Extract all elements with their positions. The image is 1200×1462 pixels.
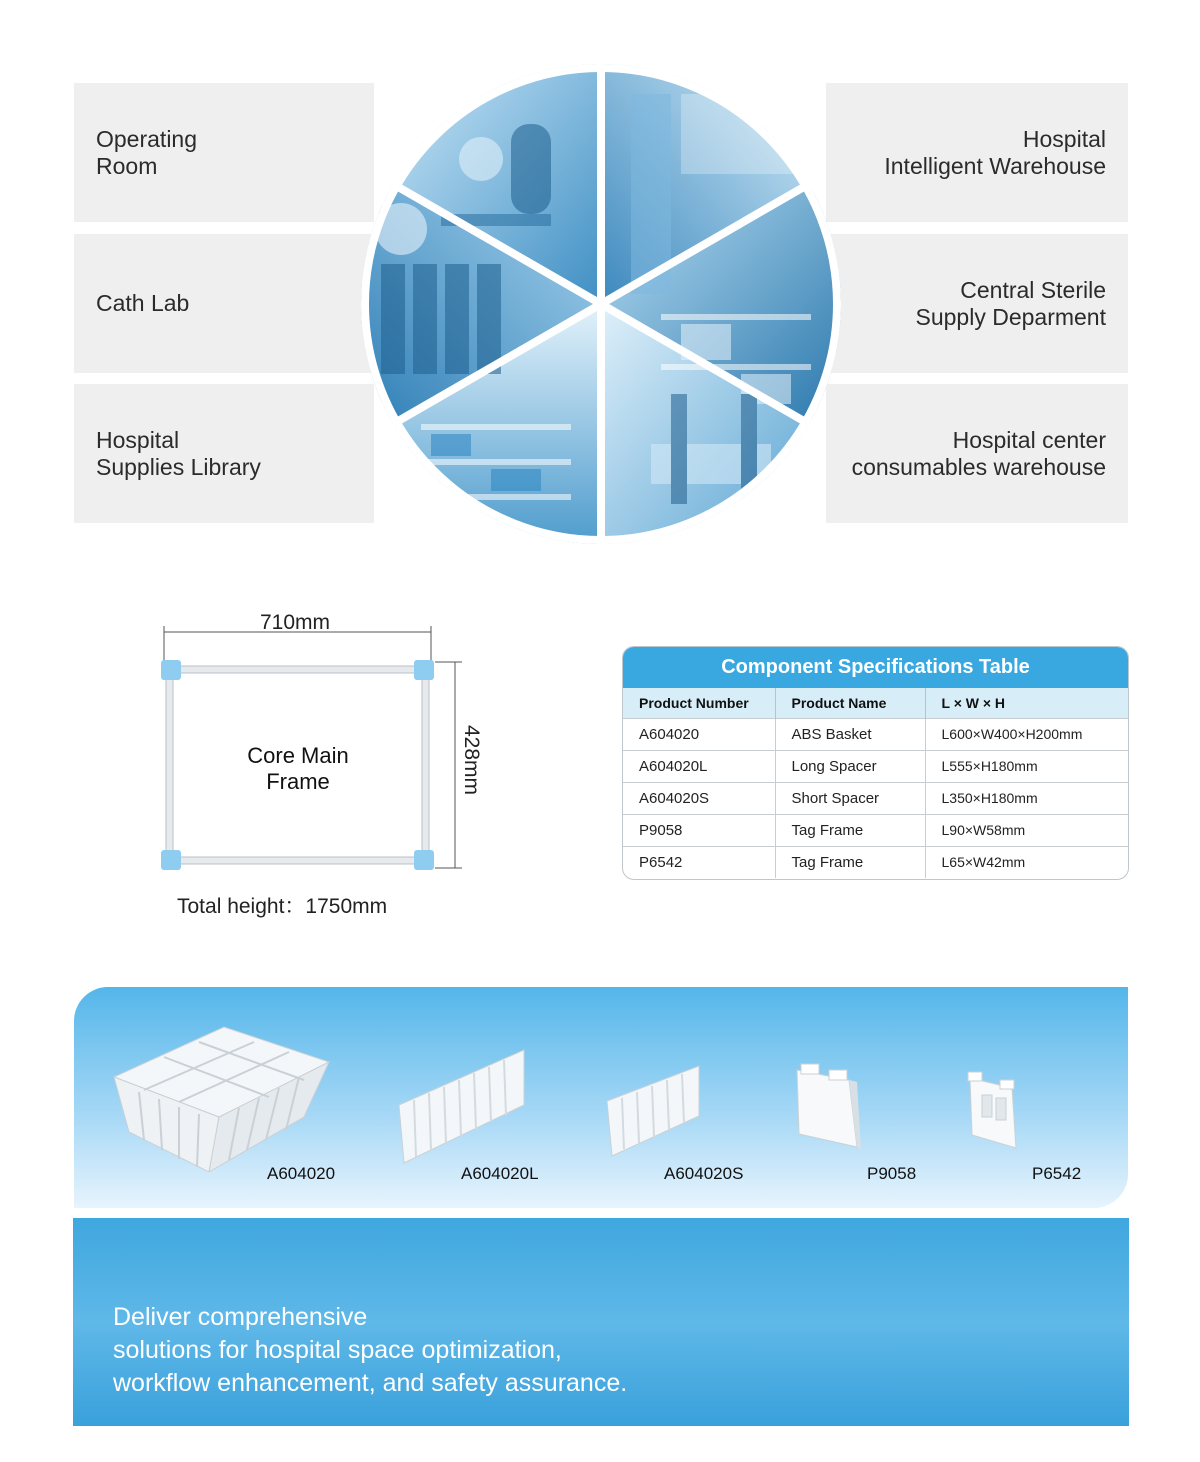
banner-text (113, 1301, 627, 1400)
product-label: A604020L (461, 1164, 539, 1183)
scenario-line: Hospital center (952, 426, 1106, 453)
scenario-line: Central Sterile (960, 276, 1106, 303)
scenario-intelligent-warehouse (826, 83, 1128, 222)
frame-diagram (150, 600, 490, 930)
column-header: Product Number (623, 688, 775, 718)
scenario-line: Cath Lab (96, 290, 190, 316)
solution-banner (73, 1218, 1129, 1426)
frame-title (172, 743, 424, 795)
spec-table-card (622, 646, 1129, 880)
cell-product-name: ABS Basket (775, 718, 925, 750)
scenario-operating-room (74, 83, 374, 222)
table-row (623, 718, 1128, 750)
product-label: P9058 (867, 1164, 917, 1183)
cell-product-number: A604020 (623, 718, 775, 750)
scenario-supplies-library (74, 384, 374, 523)
scenario-line: Supplies Library (96, 453, 261, 480)
scenario-central-sterile (826, 234, 1128, 373)
column-header: Product Name (775, 688, 925, 718)
cell-product-number: P6542 (623, 846, 775, 878)
basket-icon (104, 1022, 334, 1172)
spec-table (623, 688, 1128, 878)
cell-dimensions: L555×H180mm (925, 750, 1128, 782)
frame-title-line: Frame (266, 769, 330, 794)
product-label: A604020 (267, 1164, 336, 1183)
cell-product-name: Short Spacer (775, 782, 925, 814)
long-spacer-icon (394, 1045, 529, 1165)
cell-product-number: P9058 (623, 814, 775, 846)
cell-product-number: A604020S (623, 782, 775, 814)
product-label: P6542 (1032, 1164, 1082, 1183)
banner-line: solutions for hospital space optimization, (113, 1336, 562, 1364)
spec-table-title: Component Specifications Table (623, 647, 1128, 688)
frame-depth-label: 428mm (460, 725, 483, 796)
cell-dimensions: L90×W58mm (925, 814, 1128, 846)
cell-product-name: Tag Frame (775, 814, 925, 846)
cell-product-name: Tag Frame (775, 846, 925, 878)
scenario-line: Intelligent Warehouse (884, 152, 1106, 179)
product-label: A604020S (664, 1164, 744, 1183)
table-row (623, 782, 1128, 814)
scenario-photo-collage (361, 64, 841, 544)
table-row (623, 750, 1128, 782)
cell-product-number: A604020L (623, 750, 775, 782)
frame-width-label: 710mm (260, 611, 331, 634)
cell-dimensions: L350×H180mm (925, 782, 1128, 814)
frame-total-height: Total height：1750mm (177, 895, 388, 918)
short-spacer-icon (604, 1061, 704, 1161)
table-row (623, 846, 1128, 878)
scenario-cath-lab (74, 234, 374, 373)
banner-line: Deliver comprehensive (113, 1303, 368, 1331)
cell-dimensions: L600×W400×H200mm (925, 718, 1128, 750)
cell-product-name: Long Spacer (775, 750, 925, 782)
column-header: L × W × H (925, 688, 1128, 718)
collage-svg (361, 64, 841, 544)
cell-dimensions: L65×W42mm (925, 846, 1128, 878)
table-row (623, 814, 1128, 846)
tag-frame-large-icon (789, 1062, 864, 1152)
tag-frame-small-icon (964, 1070, 1024, 1150)
banner-line: workflow enhancement, and safety assurance. (113, 1369, 628, 1397)
table-header-row (623, 688, 1128, 718)
scenario-line: Hospital (96, 426, 180, 453)
scenario-line: Room (96, 152, 158, 179)
scenario-consumables-warehouse (826, 384, 1128, 523)
frame-title-line: Core Main (247, 743, 349, 768)
scenario-line: Operating (96, 125, 198, 152)
scenario-line: Hospital (1022, 125, 1106, 152)
scenario-line: Supply Deparment (915, 303, 1106, 330)
scenario-line: consumables warehouse (851, 453, 1106, 480)
product-showcase (74, 987, 1128, 1208)
